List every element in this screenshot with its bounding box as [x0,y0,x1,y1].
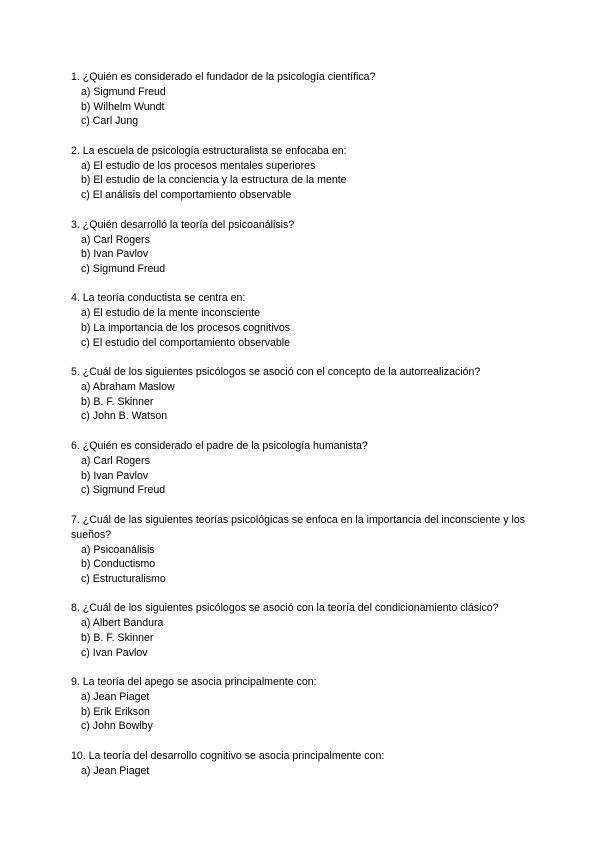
answer-option-list [71,690,541,734]
answer-option: a) Carl Rogers [81,454,150,467]
question-text: 8. ¿Cuál de los siguientes psicólogos se asoció con la teoría del condicionamiento clásico? [71,602,499,615]
answer-option: a) Jean Piaget [81,765,150,778]
question-item [71,601,541,660]
answer-option: b) Erik Erikson [81,705,150,718]
question-text: 5. ¿Cuál de los siguientes psicólogos se asoció con el concepto de la autorrealización? [71,366,481,379]
answer-option-list [71,233,541,277]
question-text: 7. ¿Cuál de las siguientes teorías psicológicas se enfoca en la importancia del inconsciente y los sueños? [71,513,526,541]
answer-option-list [71,159,541,203]
answer-option: b) Conductismo [81,558,156,571]
question-item [71,144,541,203]
answer-option: c) Sigmund Freud [81,262,166,275]
question-text: 4. La teoría conductista se centra en: [71,292,246,305]
answer-option: c) El análisis del comportamiento observable [81,188,292,201]
answer-option-list [71,306,541,350]
answer-option: b) Ivan Pavlov [81,469,149,482]
question-text: 9. La teoría del apego se asocia principalmente con: [71,676,317,689]
answer-option: c) Sigmund Freud [81,484,166,497]
answer-option: c) El estudio del comportamiento observable [81,336,291,349]
answer-option: c) John B. Watson [81,410,168,423]
answer-option: c) Ivan Pavlov [81,646,148,659]
question-item [71,70,541,129]
answer-option: b) B. F. Skinner [81,395,154,408]
answer-option: a) Psicoanálisis [81,543,155,556]
question-text: 3. ¿Quién desarrolló la teoría del psicoanálisis? [71,218,295,231]
question-text: 1. ¿Quién es considerado el fundador de la psicología científica? [71,71,376,83]
answer-option: a) El estudio de los procesos mentales superiores [81,159,316,172]
answer-option: a) Carl Rogers [81,233,150,246]
question-item [71,365,541,424]
question-item [71,291,541,350]
answer-option-list [71,454,541,498]
answer-option: c) John Bowlby [81,720,153,733]
answer-option: c) Estructuralismo [81,572,166,585]
question-item [71,439,541,498]
answer-option-list [71,380,541,424]
answer-option: a) Sigmund Freud [81,86,166,98]
answer-option-list [71,616,541,660]
answer-option: a) Abraham Maslow [81,381,175,394]
answer-option: c) Carl Jung [81,115,139,128]
question-item [71,675,541,734]
question-text: 10. La teoría del desarrollo cognitivo se asocia principalmente con: [71,750,385,763]
question-item [71,749,541,779]
answer-option: a) El estudio de la mente inconsciente [81,307,261,320]
answer-option: b) B. F. Skinner [81,632,154,645]
quiz-question-list [71,70,541,794]
question-item [71,513,541,587]
answer-option: b) Ivan Pavlov [81,248,149,261]
answer-option-list [71,85,541,129]
question-item [71,218,541,277]
answer-option: b) La importancia de los procesos cognitivos [81,321,291,334]
answer-option: a) Albert Bandura [81,617,164,630]
answer-option: b) El estudio de la conciencia y la estructura de la mente [81,174,347,187]
answer-option-list [71,543,541,587]
answer-option: a) Jean Piaget [81,691,150,704]
answer-option: b) Wilhelm Wundt [81,100,165,113]
question-text: 2. La escuela de psicología estructuralista se enfocaba en: [71,144,347,157]
question-text: 6. ¿Quién es considerado el padre de la psicología humanista? [71,439,368,452]
answer-option-list [71,764,541,779]
